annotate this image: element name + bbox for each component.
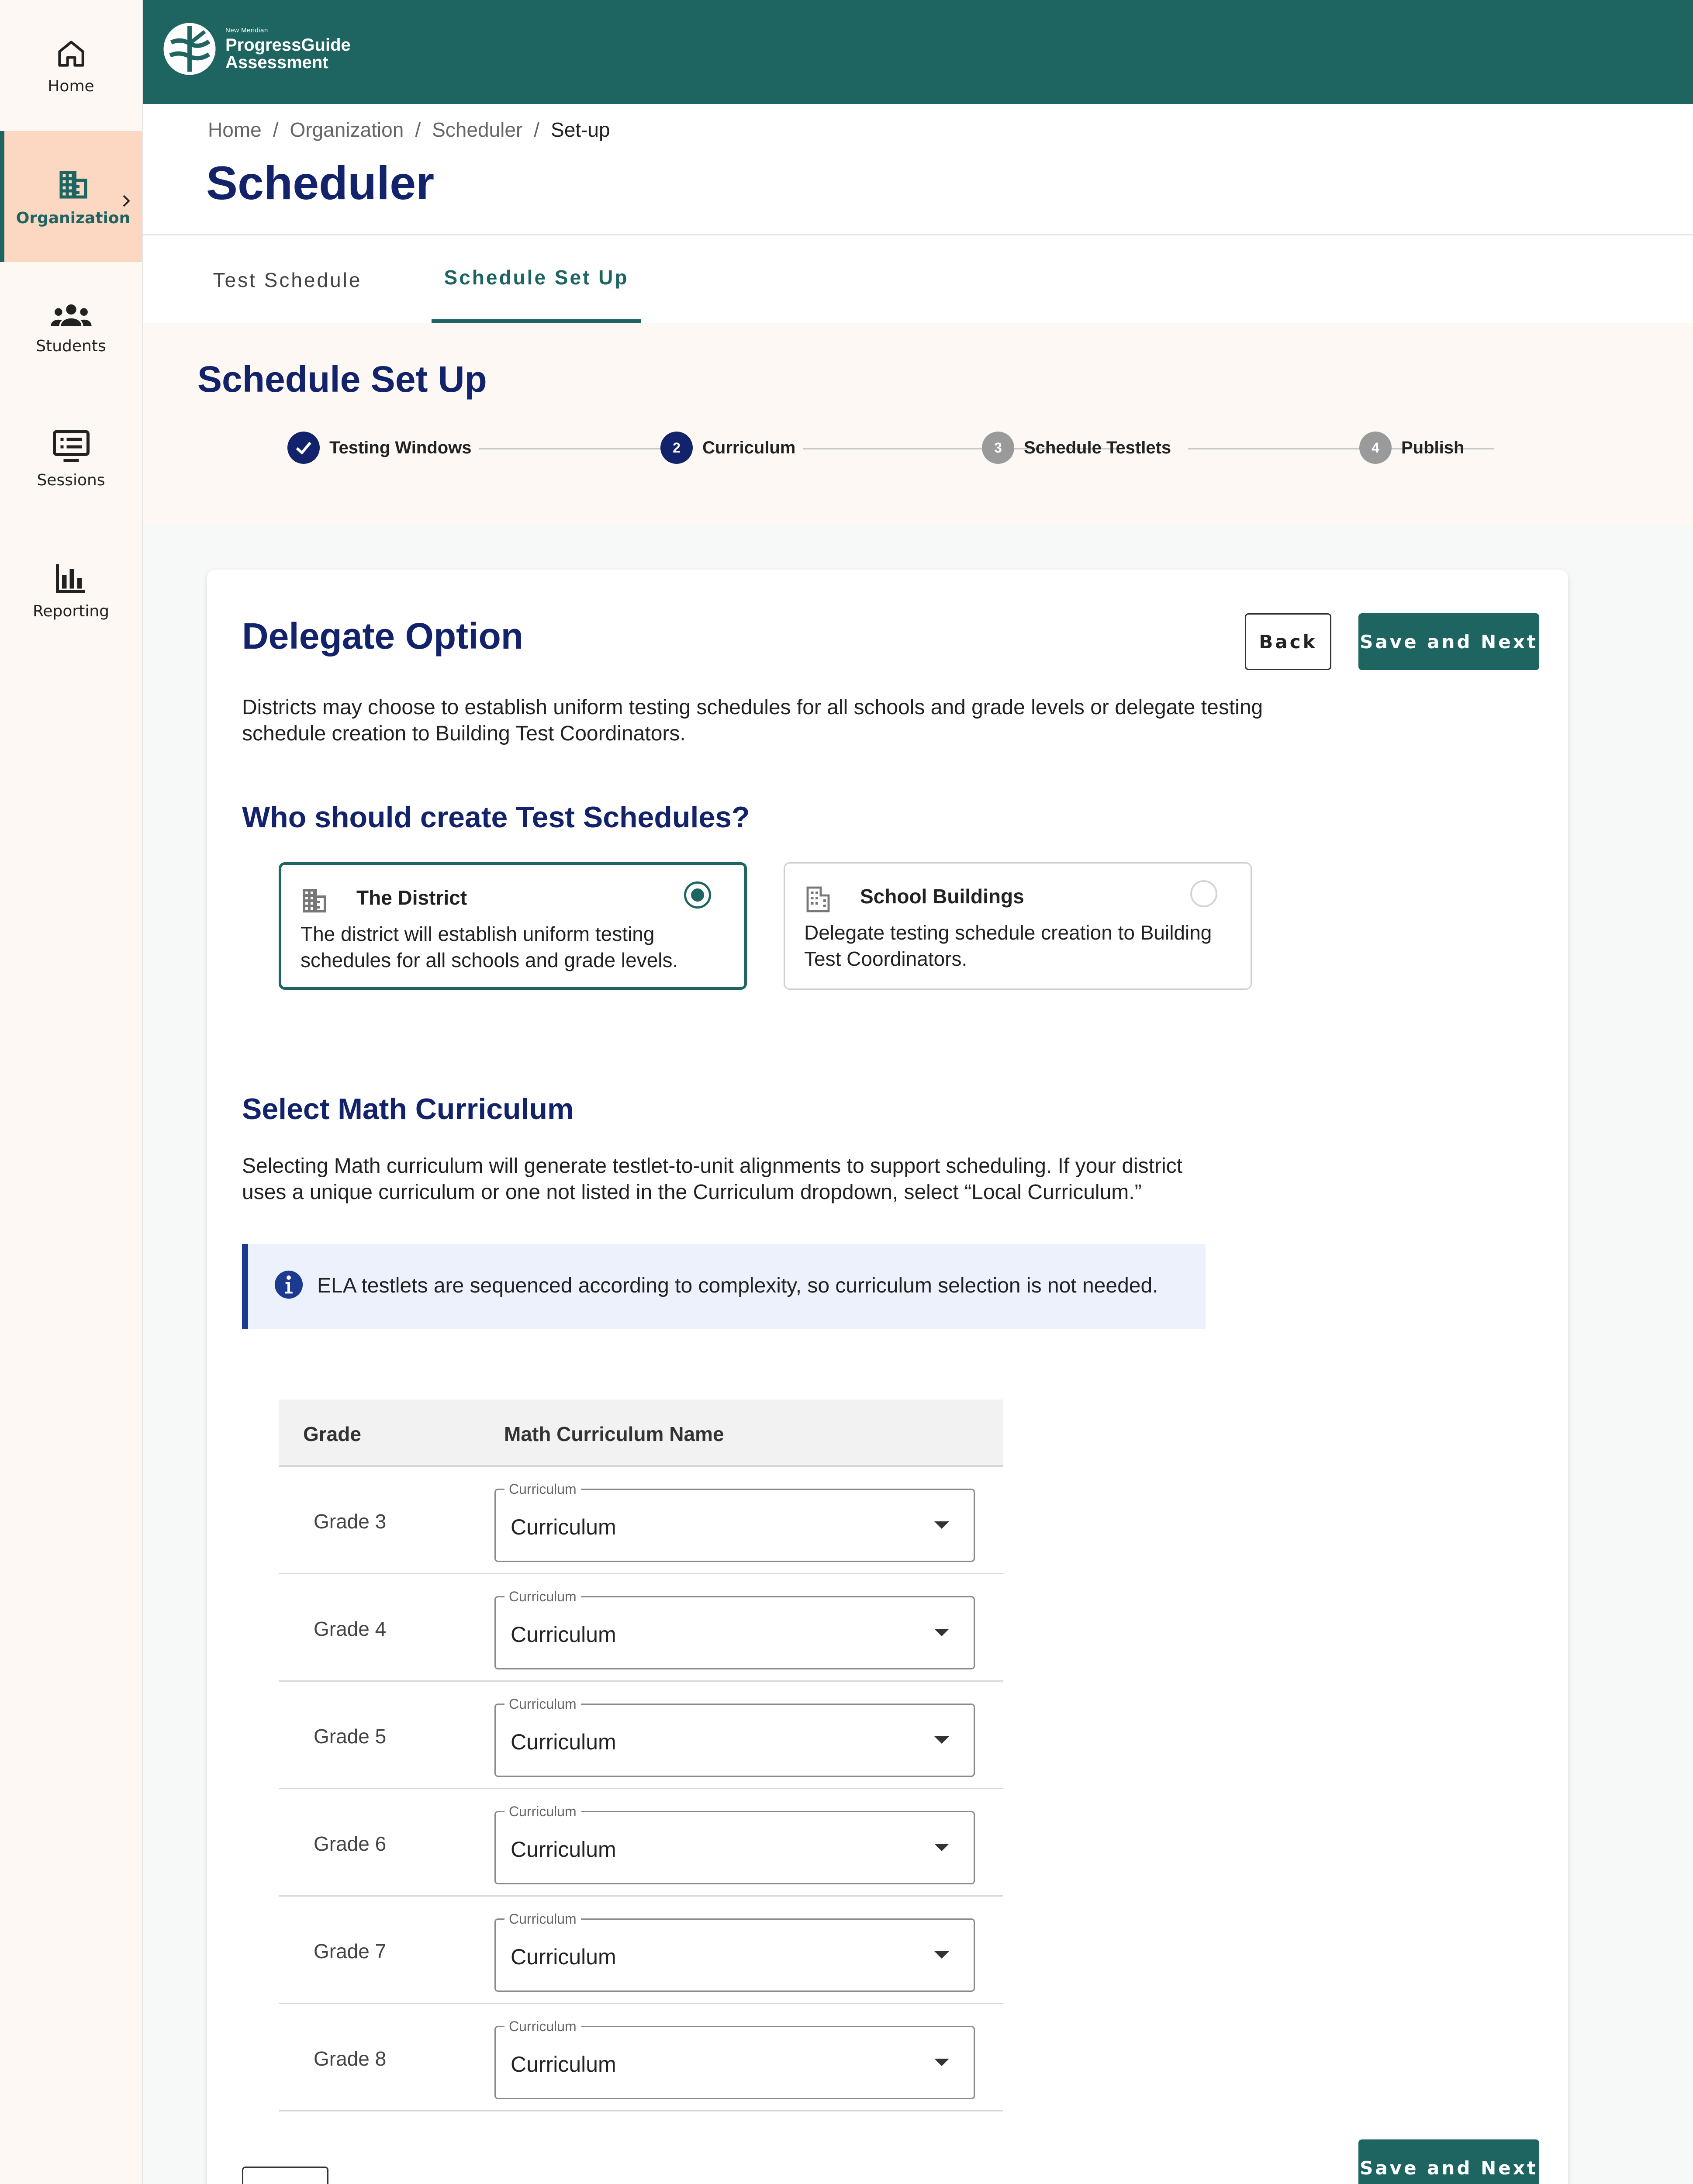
step-schedule-testlets[interactable] [982, 432, 1171, 464]
table-header [279, 1400, 1003, 1467]
curriculum-select-grade-3[interactable] [494, 1481, 975, 1562]
sidebar-item-label: Home [48, 77, 94, 95]
column-header-grade: Grade [303, 1423, 361, 1445]
table-row [279, 1682, 1003, 1789]
page-title: Scheduler [206, 156, 435, 209]
select-value: Curriculum [511, 1837, 616, 1862]
who-heading: Who should create Test Schedules? [242, 801, 750, 834]
sidebar-item-label: Organization [16, 209, 131, 227]
sidebar-item-home[interactable] [0, 0, 142, 131]
breadcrumb-separator: / [534, 118, 540, 141]
step-connector [479, 448, 667, 449]
save-and-next-button[interactable]: Save and Next [1358, 613, 1539, 670]
monitor-list-icon [50, 429, 92, 465]
breadcrumb [208, 118, 610, 142]
bar-chart-icon [53, 560, 90, 596]
select-value: Curriculum [511, 1730, 616, 1754]
table-row [279, 1574, 1003, 1682]
stepper [143, 432, 1693, 467]
option-title: The District [356, 886, 467, 909]
sidebar-item-label: Reporting [32, 602, 109, 620]
step-testing-windows[interactable] [287, 432, 472, 464]
curriculum-select-grade-6[interactable] [494, 1804, 975, 1884]
math-description: Selecting Math curriculum will generate testlet-to-unit alignments to support scheduling. If your district uses a unique curriculum or one not listed in the Curriculum dropdown, select “Local Curriculum.” [242, 1154, 1182, 1204]
setup-title: Schedule Set Up [197, 359, 487, 400]
table-row [279, 1467, 1003, 1574]
sidebar [0, 0, 143, 2184]
card-title: Delegate Option [242, 615, 524, 657]
dropdown-arrow-icon [934, 1951, 949, 1959]
tab-test-schedule[interactable]: Test Schedule [213, 269, 362, 291]
breadcrumb-current: Set-up [551, 118, 610, 141]
curriculum-select-grade-4[interactable] [494, 1589, 975, 1669]
option-the-district[interactable] [279, 862, 747, 990]
step-label: Testing Windows [329, 438, 472, 457]
building-icon [55, 166, 92, 203]
dropdown-arrow-icon [934, 1629, 949, 1636]
dropdown-arrow-icon [934, 1736, 949, 1744]
logo-brand: New Meridian [225, 26, 268, 34]
tab-schedule-set-up[interactable]: Schedule Set Up [432, 235, 641, 325]
sidebar-item-sessions[interactable] [0, 393, 142, 524]
step-number: 3 [982, 432, 1014, 464]
table-row [279, 2004, 1003, 2111]
delegate-card [207, 570, 1568, 2184]
grade-cell: Grade 4 [314, 1617, 387, 1640]
breadcrumb-scheduler[interactable]: Scheduler [432, 118, 523, 141]
chevron-right-icon [118, 193, 134, 209]
building-icon [299, 885, 330, 916]
sidebar-item-organization[interactable] [0, 131, 142, 262]
grade-cell: Grade 8 [314, 2047, 387, 2070]
radio-school-buildings[interactable] [1190, 880, 1217, 907]
option-description: Delegate testing schedule creation to Building Test Coordinators. [804, 921, 1212, 970]
curriculum-select-grade-8[interactable] [494, 2018, 975, 2099]
logo-subtitle: Assessment [225, 52, 328, 72]
breadcrumb-separator: / [415, 118, 421, 141]
card-intro: Districts may choose to establish uniform testing schedules for all schools and grade levels or delegate testing schedule creation to Building Test Coordinators. [242, 696, 1263, 745]
step-label: Schedule Testlets [1024, 438, 1171, 457]
sidebar-item-label: Students [36, 337, 106, 355]
step-label: Publish [1401, 438, 1465, 457]
curriculum-select-grade-7[interactable] [494, 1911, 975, 1992]
grade-cell: Grade 3 [314, 1510, 387, 1533]
select-value: Curriculum [511, 1622, 616, 1647]
step-publish[interactable] [1359, 432, 1464, 464]
setup-panel [143, 323, 1693, 524]
save-and-next-button-bottom[interactable]: Save and Next [1358, 2139, 1539, 2184]
option-school-buildings[interactable] [784, 862, 1252, 990]
option-title: School Buildings [860, 885, 1024, 908]
office-building-icon [802, 884, 834, 915]
step-label: Curriculum [702, 438, 796, 457]
dropdown-arrow-icon [934, 1844, 949, 1851]
option-description: The district will establish uniform testing schedules for all schools and grade levels. [301, 923, 678, 971]
back-button[interactable]: Back [1245, 613, 1331, 670]
select-label: Curriculum [504, 1481, 581, 1497]
select-label: Curriculum [504, 1696, 581, 1712]
step-number: 2 [660, 432, 693, 464]
logo[interactable] [162, 22, 351, 76]
select-label: Curriculum [504, 1589, 581, 1605]
step-number: 4 [1359, 432, 1392, 464]
select-value: Curriculum [511, 1945, 616, 1969]
info-text: ELA testlets are sequenced according to complexity, so curriculum selection is not needed. [317, 1274, 1158, 1297]
table-row [279, 1897, 1003, 2004]
select-label: Curriculum [504, 1911, 581, 1927]
top-bar [143, 0, 1693, 104]
logo-mark-icon [162, 22, 217, 76]
sidebar-item-students[interactable] [0, 262, 142, 393]
select-label: Curriculum [504, 1804, 581, 1820]
math-heading: Select Math Curriculum [242, 1092, 574, 1126]
info-banner [242, 1244, 1206, 1329]
logo-product: ProgressGuide [225, 35, 351, 55]
info-icon [273, 1269, 304, 1300]
page-header [143, 104, 1693, 323]
dropdown-arrow-icon [934, 1521, 949, 1529]
tab-bar [143, 234, 1693, 323]
grade-cell: Grade 7 [314, 1940, 387, 1963]
home-icon [54, 36, 89, 71]
people-icon [49, 301, 93, 331]
breadcrumb-home[interactable]: Home [208, 118, 262, 141]
step-curriculum[interactable] [660, 432, 795, 464]
curriculum-select-grade-5[interactable] [494, 1696, 975, 1777]
radio-the-district[interactable] [684, 881, 711, 909]
dropdown-arrow-icon [934, 2059, 949, 2066]
checkmark-icon [287, 432, 320, 464]
table-row [279, 1789, 1003, 1897]
grade-cell: Grade 5 [314, 1725, 387, 1748]
grade-cell: Grade 6 [314, 1832, 387, 1855]
select-value: Curriculum [511, 2052, 616, 2077]
sidebar-item-label: Sessions [37, 471, 105, 489]
select-value: Curriculum [511, 1515, 616, 1539]
breadcrumb-organization[interactable]: Organization [290, 118, 404, 141]
sidebar-item-reporting[interactable] [0, 524, 142, 655]
back-button-bottom[interactable] [242, 2167, 328, 2184]
select-label: Curriculum [504, 2018, 581, 2035]
breadcrumb-separator: / [273, 118, 279, 141]
column-header-curriculum: Math Curriculum Name [504, 1423, 724, 1445]
curriculum-table [279, 1400, 1003, 2111]
